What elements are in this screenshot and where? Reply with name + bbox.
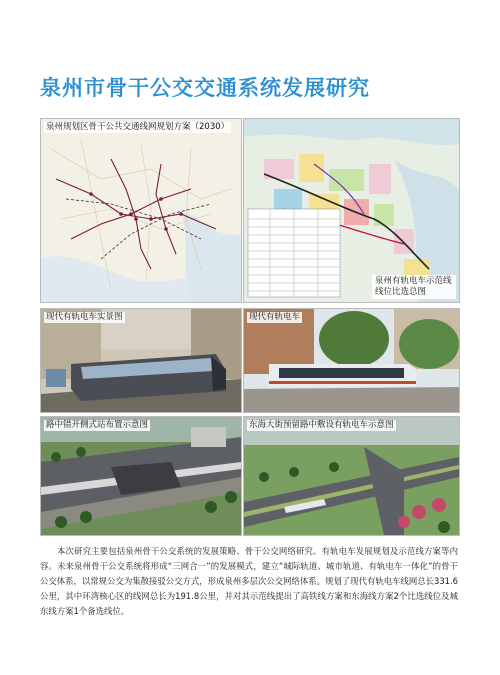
tram-photo-1-caption: 现代有轨电车实景图 <box>46 312 123 322</box>
network-plan-map-graphic <box>41 119 241 302</box>
page-title: 泉州市骨干公交交通系统发展研究 <box>40 76 370 100</box>
tram-photo-2-caption: 现代有轨电车 <box>249 312 301 322</box>
station-render-caption: 路中错开侧式站布置示意图 <box>46 420 149 430</box>
network-plan-map <box>40 118 242 303</box>
demo-line-map <box>243 118 460 303</box>
station-render <box>40 416 242 536</box>
tram-photo-1-graphic <box>41 309 241 412</box>
demo-line-map-caption: 泉州有轨电车示范线线位比选总图 <box>372 275 456 299</box>
tram-photo-2 <box>243 308 460 413</box>
road-render-caption: 东海大街预留路中敷设有轨电车示意图 <box>249 420 394 430</box>
tram-photo-2-graphic <box>244 309 459 412</box>
tram-photo-1 <box>40 308 242 413</box>
station-render-graphic <box>41 417 241 535</box>
body-paragraph: 本次研究主要包括泉州骨干公交系统的发展策略、骨干公交网络研究、有轨电车发展规划及示范线方案等内容。未来泉州骨干公交系统将形成“三网合一”的发展模式，建立“城际轨道、城市轨道、有轨电车一体化”的骨干公交体系，以常规公交为集散接驳公交方式，形成泉州多层次公交网络体系。规划了现代有轨电车线网总长331.6公里，其中环湾核心区的线网总长为191.8公里，并对其示范线提出了高铁线方案和东海线方案2个比选线位及城东线方案1个备选线位。 <box>40 546 458 616</box>
road-render <box>243 416 460 536</box>
network-plan-map-caption: 泉州规划区骨干公共交通线网规划方案（2030） <box>46 122 230 132</box>
road-render-graphic <box>244 417 459 535</box>
